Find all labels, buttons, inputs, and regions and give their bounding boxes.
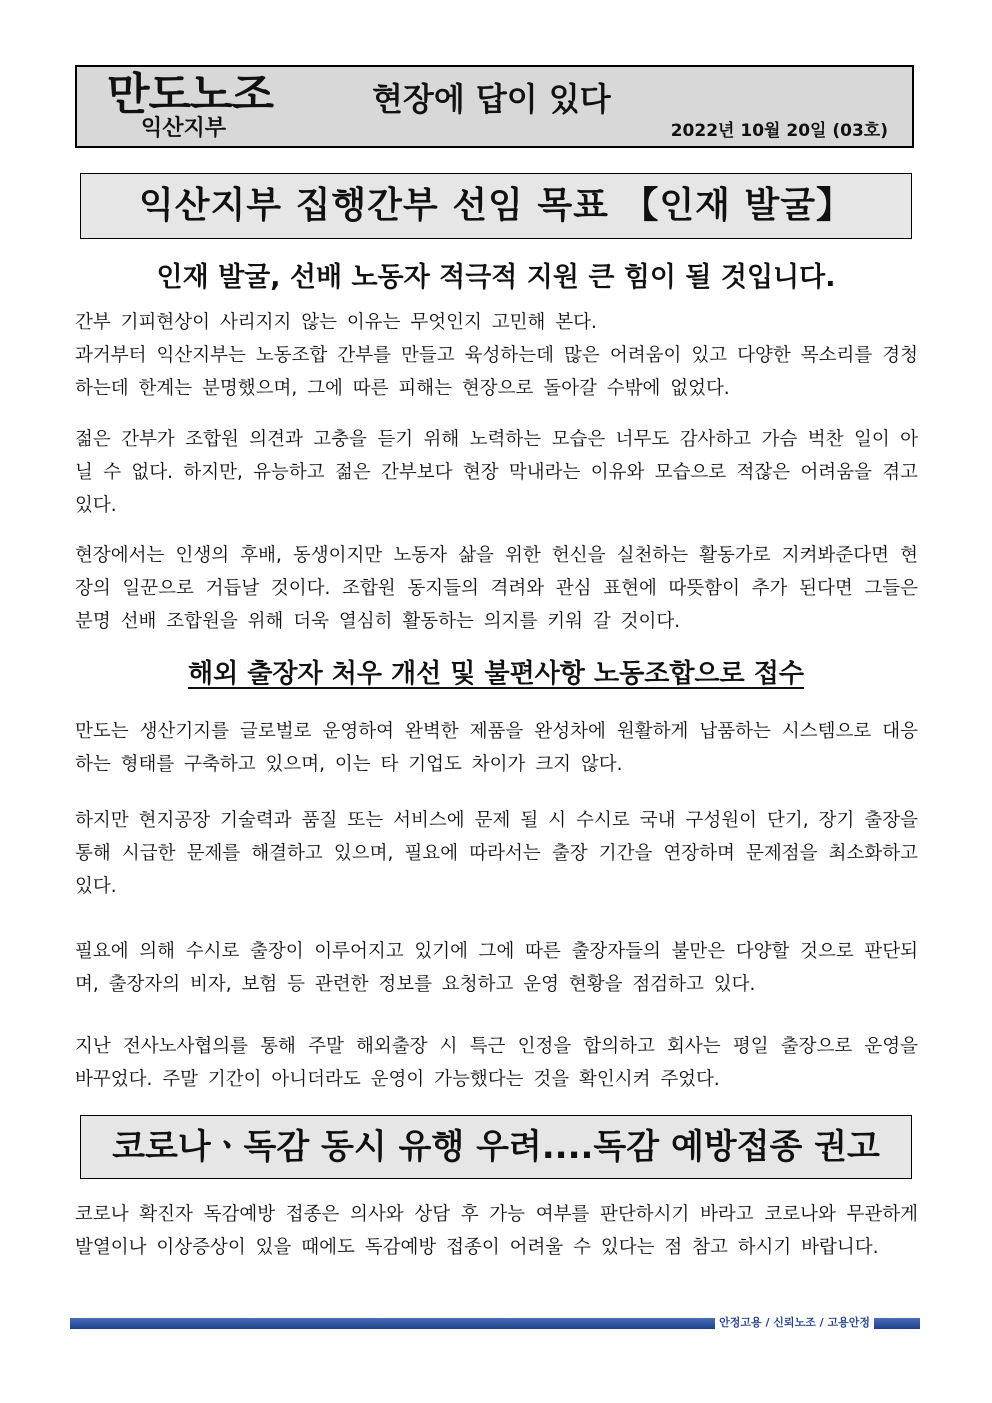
branch-name: 익산지부 (141, 116, 227, 141)
paragraph: 현장에서는 인생의 후배, 동생이지만 노동자 삶을 위한 헌신을 실천하는 활동가로 지켜봐준다면 현장의 일꾼으로 거듭날 것이다. 조합원 동지들의 격려와 관심 표현에 따뜻함이 추가 된다면 그들은 분명 선배 조합원을 위해 더욱 열심히 활동하는 의지를 키워 갈 것이다. (75, 545, 918, 632)
paragraph: 젊은 간부가 조합원 의견과 고충을 듣기 위해 노력하는 모습은 너무도 감사하고 가슴 벅찬 일이 아닐 수 없다. 하지만, 유능하고 젊은 간부보다 현장 막내라는 이유와 모습으로 적잖은 어려움을 겪고 있다. (75, 429, 918, 516)
paragraph: 지난 전사노사협의를 통해 주말 해외출장 시 특근 인정을 합의하고 회사는 평일 출장으로 운영을 바꾸었다. 주말 기간이 아니더라도 운영이 가능했다는 것을 확인시켜 주었다. (75, 1036, 918, 1090)
headline-flu-vaccination: 코로나ㆍ독감 동시 유행 우려....독감 예방접종 권고 (80, 1115, 912, 1179)
paragraph: 코로나 확진자 독감예방 접종은 의사와 상담 후 가능 여부를 판단하시기 바라고 코로나와 무관하게 발열이나 이상증상이 있을 때에도 독감예방 접종이 어려울 수 있다는 점 참고 하시기 바랍니다. (75, 1204, 918, 1258)
footer-label: 안정고용 / 신뢰노조 / 고용안정 (715, 1315, 874, 1331)
subhead-overseas-text: 해외 출장자 처우 개선 및 불편사항 노동조합으로 접수 (188, 659, 804, 689)
union-name: 만도노조 (107, 69, 274, 120)
footer-bar (70, 1318, 920, 1329)
paragraph: 필요에 의해 수시로 출장이 이루어지고 있기에 그에 따른 출장자들의 불만은 다양할 것으로 판단되며, 출장자의 비자, 보험 등 관련한 정보를 요청하고 운영 현황을 점검하고 있다. (75, 941, 918, 995)
issue-date: 2022년 10월 20일 (03호) (670, 121, 888, 141)
paragraph: 만도는 생산기지를 글로벌로 운영하여 완벽한 제품을 완성차에 원활하게 납품하는 시스템으로 대응하는 형태를 구축하고 있으며, 이는 타 기업도 차이가 크지 않다. (75, 721, 918, 775)
subhead-senior-support: 인재 발굴, 선배 노동자 적극적 지원 큰 힘이 될 것입니다. (156, 262, 836, 293)
masthead (75, 65, 914, 148)
paragraph: 간부 기피현상이 사리지지 않는 이유는 무엇인지 고민해 본다. (75, 312, 597, 333)
headline-talent-discovery: 익산지부 집행간부 선임 목표 【인재 발굴】 (80, 173, 912, 239)
paragraph: 과거부터 익산지부는 노동조합 간부를 만들고 육성하는데 많은 어려움이 있고 다양한 목소리를 경청하는데 한계는 분명했으며, 그에 따른 피해는 현장으로 돌아갈 수밖에 없었다. (75, 345, 918, 399)
paragraph: 하지만 현지공장 기술력과 품질 또는 서비스에 문제 될 시 수시로 국내 구성원이 단기, 장기 출장을 통해 시급한 문제를 해결하고 있으며, 필요에 따라서는 출장 기간을 연장하며 문제점을 최소화하고 있다. (75, 810, 918, 897)
subhead-overseas-business-trip (75, 656, 917, 692)
slogan: 현장에 답이 있다 (372, 80, 611, 118)
